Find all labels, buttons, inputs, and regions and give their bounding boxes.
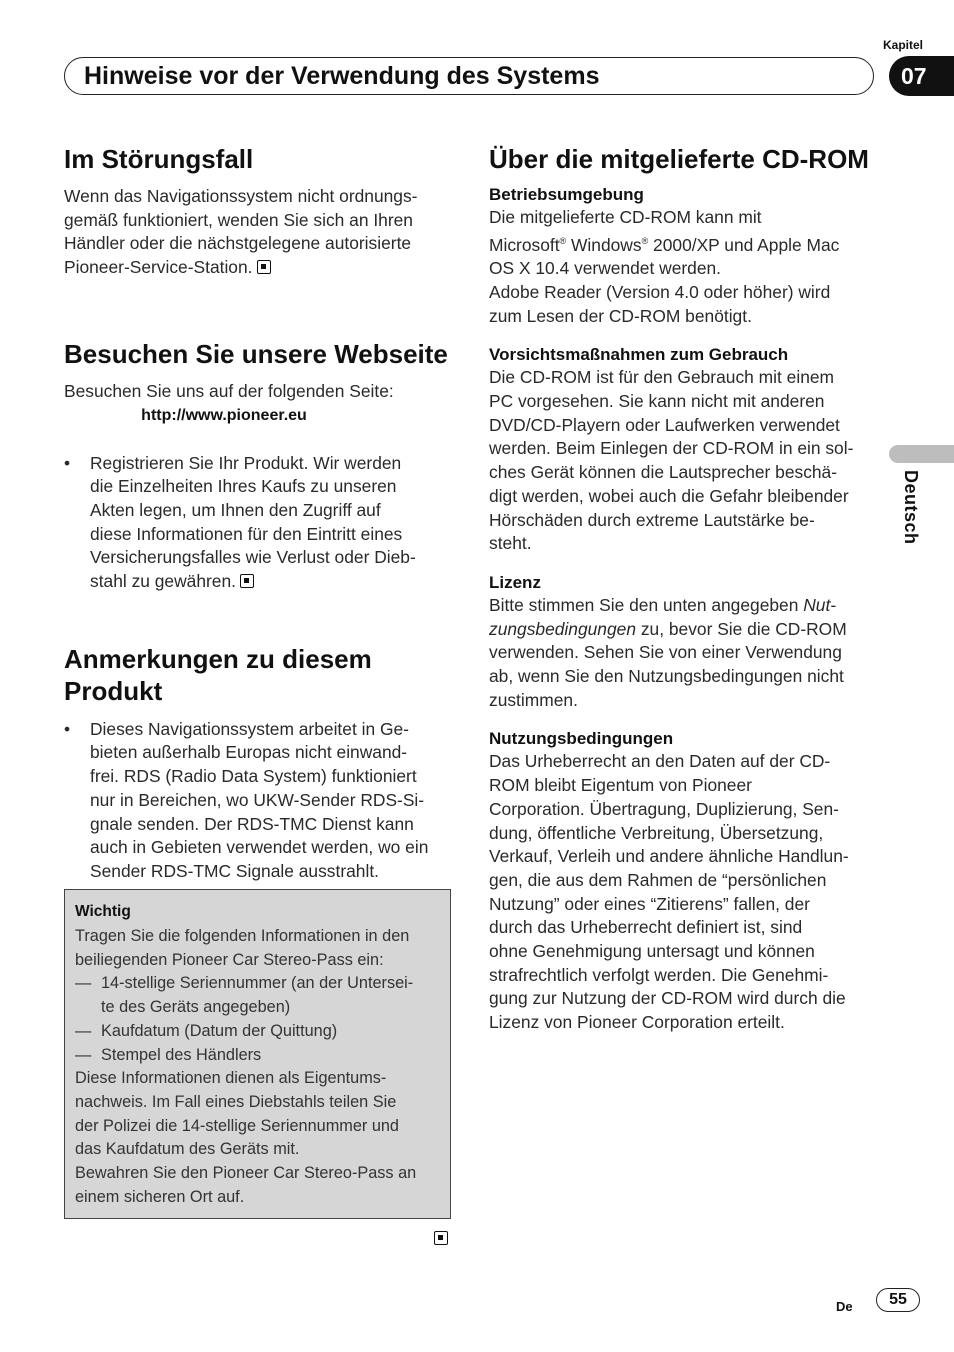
chapter-number-badge: 07 bbox=[889, 56, 954, 96]
text-line: das Kaufdatum des Geräts mit. bbox=[75, 1140, 300, 1159]
text-line: werden. Beim Einlegen der CD-ROM in ein sol- bbox=[489, 438, 854, 459]
dash-icon: — bbox=[75, 1045, 92, 1064]
subheading: Nutzungsbedingungen bbox=[489, 729, 674, 749]
language-tab-label: Deutsch bbox=[901, 470, 921, 545]
text-line: der Polizei die 14-stellige Seriennummer und bbox=[75, 1116, 399, 1135]
end-mark-icon bbox=[434, 1231, 448, 1245]
left-column bbox=[64, 143, 454, 884]
text-line: Sender RDS-TMC Signale ausstrahlt. bbox=[90, 860, 379, 881]
text-line: Das Urheberrecht an den Daten auf der CD- bbox=[489, 751, 831, 772]
website-link[interactable]: http://www.pioneer.eu bbox=[141, 406, 307, 424]
text-line bbox=[489, 618, 881, 642]
important-notice-box bbox=[64, 889, 451, 1219]
text-line: auch in Gebieten verwendet werden, wo ein bbox=[90, 837, 429, 858]
text-line: dung, öffentliche Verbreitung, Übersetzung, bbox=[489, 822, 824, 843]
text-line: Tragen Sie die folgenden Informationen in den bbox=[75, 927, 410, 945]
text-line: ohne Genehmigung untersagt und können bbox=[489, 941, 815, 962]
text-line: te des Geräts angegeben) bbox=[101, 998, 291, 1017]
list-item bbox=[64, 718, 454, 884]
text-line: ab, wenn Sie den Nutzungsbedingungen nicht bbox=[489, 666, 844, 687]
language-tab-marker bbox=[889, 445, 954, 463]
text-line: Die CD-ROM ist für den Gebrauch mit einem bbox=[489, 367, 835, 388]
text-run: Windows bbox=[566, 234, 642, 255]
list-item bbox=[75, 972, 440, 1019]
page-title: Hinweise vor der Verwendung des Systems bbox=[84, 62, 600, 90]
text-line: gung zur Nutzung der CD-ROM wird durch die bbox=[489, 988, 846, 1009]
text-run: zu, bevor Sie die CD-ROM bbox=[636, 618, 847, 639]
bullet-icon: • bbox=[64, 718, 71, 739]
section-title-anmerkungen bbox=[64, 643, 454, 707]
text-line: die Einzelheiten Ihres Kaufs zu unseren bbox=[90, 476, 397, 497]
section-title-webseite: Besuchen Sie unsere Webseite bbox=[64, 338, 448, 369]
text-line: gen, die aus dem Rahmen de “persönlichen bbox=[489, 869, 827, 890]
text-line: gemäß funktioniert, wenden Sie sich an Ihren bbox=[64, 209, 413, 230]
subheading: Betriebsumgebung bbox=[489, 185, 644, 204]
text-line: Registrieren Sie Ihr Produkt. Wir werden bbox=[90, 452, 402, 473]
registered-mark: ® bbox=[559, 235, 567, 246]
text-run: zungsbedingungen bbox=[489, 618, 636, 639]
bullet-icon: • bbox=[64, 452, 71, 473]
registered-mark: ® bbox=[641, 235, 649, 246]
text-line: zustimmen. bbox=[489, 689, 578, 710]
text-line bbox=[489, 230, 881, 258]
text-run: 2000/XP und Apple Mac bbox=[648, 234, 840, 255]
text-line: durch das Urheberrecht definiert ist, sind bbox=[489, 917, 803, 938]
text-line: nur in Bereichen, wo UKW-Sender RDS-Si- bbox=[90, 789, 425, 810]
section-title-stoerungsfall: Im Störungsfall bbox=[64, 144, 254, 174]
text-line: zum Lesen der CD-ROM benötigt. bbox=[489, 305, 752, 326]
list-item bbox=[75, 1044, 440, 1068]
text-line: einem sicheren Ort auf. bbox=[75, 1187, 245, 1206]
end-mark-icon bbox=[257, 260, 271, 274]
text-line: ches Gerät können die Lautsprecher beschä- bbox=[489, 462, 838, 483]
stoerungsfall-text bbox=[64, 185, 454, 280]
text-run: Bitte stimmen Sie den unten angegeben bbox=[489, 594, 804, 615]
dash-icon: — bbox=[75, 1021, 92, 1040]
text-line: OS X 10.4 verwendet werden. bbox=[489, 258, 722, 279]
text-line: Lizenz von Pioneer Corporation erteilt. bbox=[489, 1012, 785, 1033]
text-line: verwenden. Sehen Sie von einer Verwendung bbox=[489, 642, 842, 663]
text-run: Nut- bbox=[803, 594, 837, 615]
dash-icon: — bbox=[75, 974, 92, 993]
text-line: ROM bleibt Eigentum von Pioneer bbox=[489, 775, 752, 796]
text-line: stahl zu gewähren. bbox=[90, 571, 236, 592]
chapter-label: Kapitel bbox=[883, 38, 924, 52]
text-line: beiliegenden Pioneer Car Stereo-Pass ein: bbox=[75, 950, 384, 969]
text-line: bieten außerhalb Europas nicht einwand- bbox=[90, 742, 408, 763]
text-line: Verkauf, Verleih und andere ähnliche Handlun- bbox=[489, 846, 849, 867]
text-line bbox=[489, 594, 881, 618]
text-line: steht. bbox=[489, 533, 532, 554]
text-line: Dieses Navigationssystem arbeitet in Ge- bbox=[90, 718, 409, 739]
language-code: De bbox=[836, 1299, 853, 1314]
section-title-line: Produkt bbox=[64, 675, 163, 706]
text-run: Microsoft bbox=[489, 234, 560, 255]
subheading: Vorsichtsmaßnahmen zum Gebrauch bbox=[489, 345, 789, 365]
text-line: gnale senden. Der RDS-TMC Dienst kann bbox=[90, 813, 414, 834]
text-line: Bewahren Sie den Pioneer Car Stereo-Pass an bbox=[75, 1164, 417, 1183]
text-line: DVD/CD-Playern oder Laufwerken verwendet bbox=[489, 414, 840, 435]
text-line: strafrechtlich verfolgt werden. Die Genehmi- bbox=[489, 964, 829, 985]
page-number: 55 bbox=[876, 1288, 920, 1312]
text-line-last bbox=[64, 256, 454, 280]
section-title-cdrom: Über die mitgelieferte CD-ROM bbox=[489, 144, 869, 174]
text-line: 14-stellige Seriennummer (an der Untersei- bbox=[101, 974, 414, 993]
text-line: Akten legen, um Ihnen den Zugriff auf bbox=[90, 499, 381, 520]
text-line: Wenn das Navigationssystem nicht ordnungs- bbox=[64, 186, 418, 206]
text-line: Stempel des Händlers bbox=[101, 1045, 262, 1064]
text-line: Corporation. Übertragung, Duplizierung, Sen- bbox=[489, 798, 839, 819]
text-line: Versicherungsfalles wie Verlust oder Dieb- bbox=[90, 547, 416, 568]
end-mark-icon bbox=[240, 574, 254, 588]
text-line: Pioneer-Service-Station. bbox=[64, 257, 253, 278]
text-line: Die mitgelieferte CD-ROM kann mit bbox=[489, 207, 762, 227]
text-line: Diese Informationen dienen als Eigentums- bbox=[75, 1069, 387, 1088]
text-line: Nutzung” oder eines “Zitierens” fallen, der bbox=[489, 893, 810, 914]
text-line: Hörschäden durch extreme Lautstärke be- bbox=[489, 509, 815, 530]
webseite-intro: Besuchen Sie uns auf der folgenden Seite: bbox=[64, 380, 394, 401]
subheading: Lizenz bbox=[489, 572, 541, 592]
text-line: diese Informationen für den Eintritt eines bbox=[90, 523, 403, 544]
text-line: Händler oder die nächstgelegene autorisierte bbox=[64, 233, 412, 254]
text-line: frei. RDS (Radio Data System) funktioniert bbox=[90, 766, 417, 787]
text-line: PC vorgesehen. Sie kann nicht mit anderen bbox=[489, 391, 825, 412]
list-item bbox=[75, 1020, 440, 1044]
text-line: digt werden, wobei auch die Gefahr bleibender bbox=[489, 485, 849, 506]
text-line: Kaufdatum (Datum der Quittung) bbox=[101, 1021, 338, 1040]
notice-title: Wichtig bbox=[75, 903, 131, 920]
section-title-line: Anmerkungen zu diesem bbox=[64, 643, 372, 674]
text-line: Adobe Reader (Version 4.0 oder höher) wird bbox=[489, 281, 831, 302]
text-line: nachweis. Im Fall eines Diebstahls teilen Sie bbox=[75, 1092, 397, 1111]
list-item bbox=[64, 452, 454, 594]
right-column bbox=[489, 143, 881, 1035]
